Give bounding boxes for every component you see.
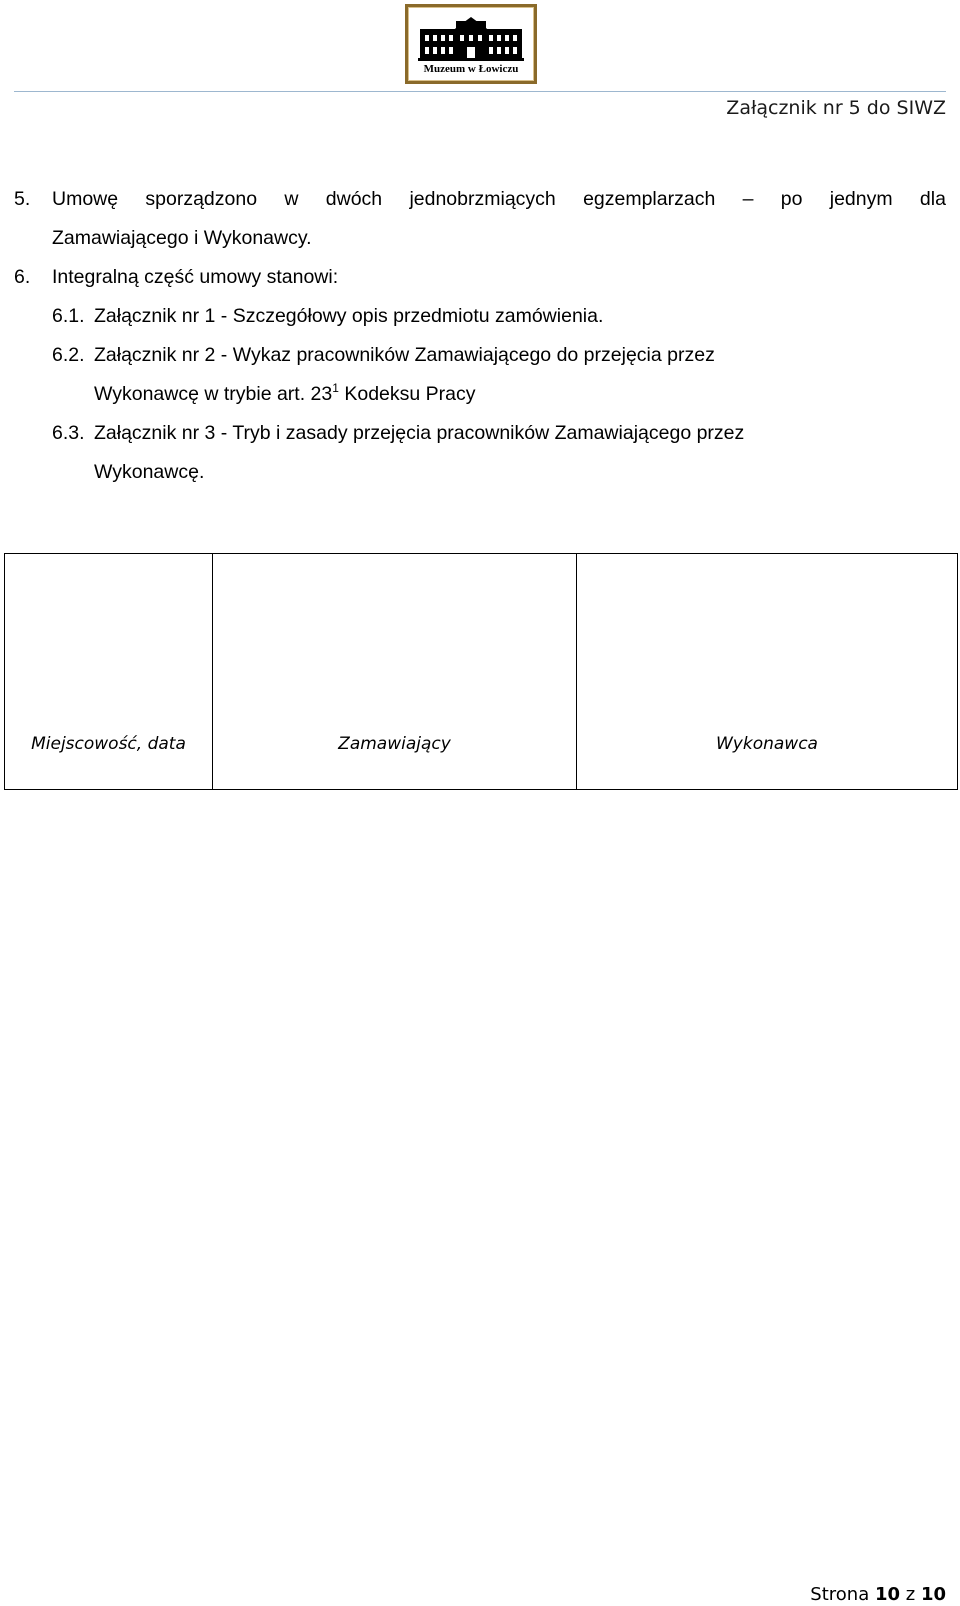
signature-cell-ordering-party <box>213 554 577 790</box>
clause-6-2-cont <box>14 375 946 414</box>
clause-number: 6. <box>14 266 31 288</box>
clause-6-3-cont: Wykonawcę. <box>94 461 205 483</box>
clause-text: Załącznik nr 1 - Szczegółowy opis przedmiotu zamówienia. <box>94 305 604 327</box>
attachment-reference: Załącznik nr 5 do SIWZ <box>726 97 946 119</box>
clause-text: Integralną część umowy stanowi: <box>52 266 339 288</box>
clause-5-first-word <box>14 180 118 219</box>
signature-table <box>4 553 958 790</box>
document-body <box>14 180 946 492</box>
clause-number: 6.3. <box>52 422 85 444</box>
clause-text: Załącznik nr 2 - Wykaz pracowników Zamawiającego do przejęcia przez <box>94 344 715 366</box>
superscript: 1 <box>332 381 339 395</box>
clause-5-word: jednym <box>829 188 893 210</box>
signature-label: Wykonawca <box>716 734 818 754</box>
header-divider <box>14 91 946 92</box>
clause-5-word: w <box>284 188 299 210</box>
clause-text: Kodeksu Pracy <box>338 383 476 405</box>
signature-label: Miejscowość, data <box>31 734 186 754</box>
signature-label: Zamawiający <box>338 734 451 754</box>
current-page: 10 <box>874 1584 901 1605</box>
clause-number: 6.1. <box>52 305 85 327</box>
logo-caption: Muzeum w Łowiczu <box>423 63 519 75</box>
clause-6-3 <box>14 414 946 453</box>
clause-5-word: dwóch <box>325 188 383 210</box>
signature-cell-contractor <box>577 554 958 790</box>
museum-logo <box>405 4 537 84</box>
clause-5-line1 <box>14 180 946 219</box>
museum-building-icon <box>416 15 526 61</box>
clause-number: 5. <box>14 188 31 210</box>
clause-text: Wykonawcę w trybie art. 23 <box>94 383 333 405</box>
clause-text: Załącznik nr 3 - Tryb i zasady przejęcia pracowników Zamawiającego przez <box>94 422 745 444</box>
clause-6 <box>14 258 946 297</box>
page-label: Strona <box>810 1584 875 1605</box>
clause-5-line2: Zamawiającego i Wykonawcy. <box>52 227 312 249</box>
clause-5-word: sporządzono <box>145 188 258 210</box>
clause-5-word: – <box>742 188 754 210</box>
clause-5-word: dla <box>919 188 946 210</box>
clause-6-2 <box>14 336 946 375</box>
page-number <box>810 1584 946 1605</box>
total-pages: 10 <box>920 1584 946 1605</box>
signature-cell-place-date <box>5 554 213 790</box>
clause-5-word: Umowę <box>52 188 119 210</box>
page-separator: z <box>900 1584 921 1605</box>
clause-6-1 <box>14 297 946 336</box>
clause-5-word: egzemplarzach <box>583 188 716 210</box>
clause-5-word: po <box>780 188 803 210</box>
clause-5-word: jednobrzmiących <box>409 188 556 210</box>
clause-number: 6.2. <box>52 344 85 366</box>
